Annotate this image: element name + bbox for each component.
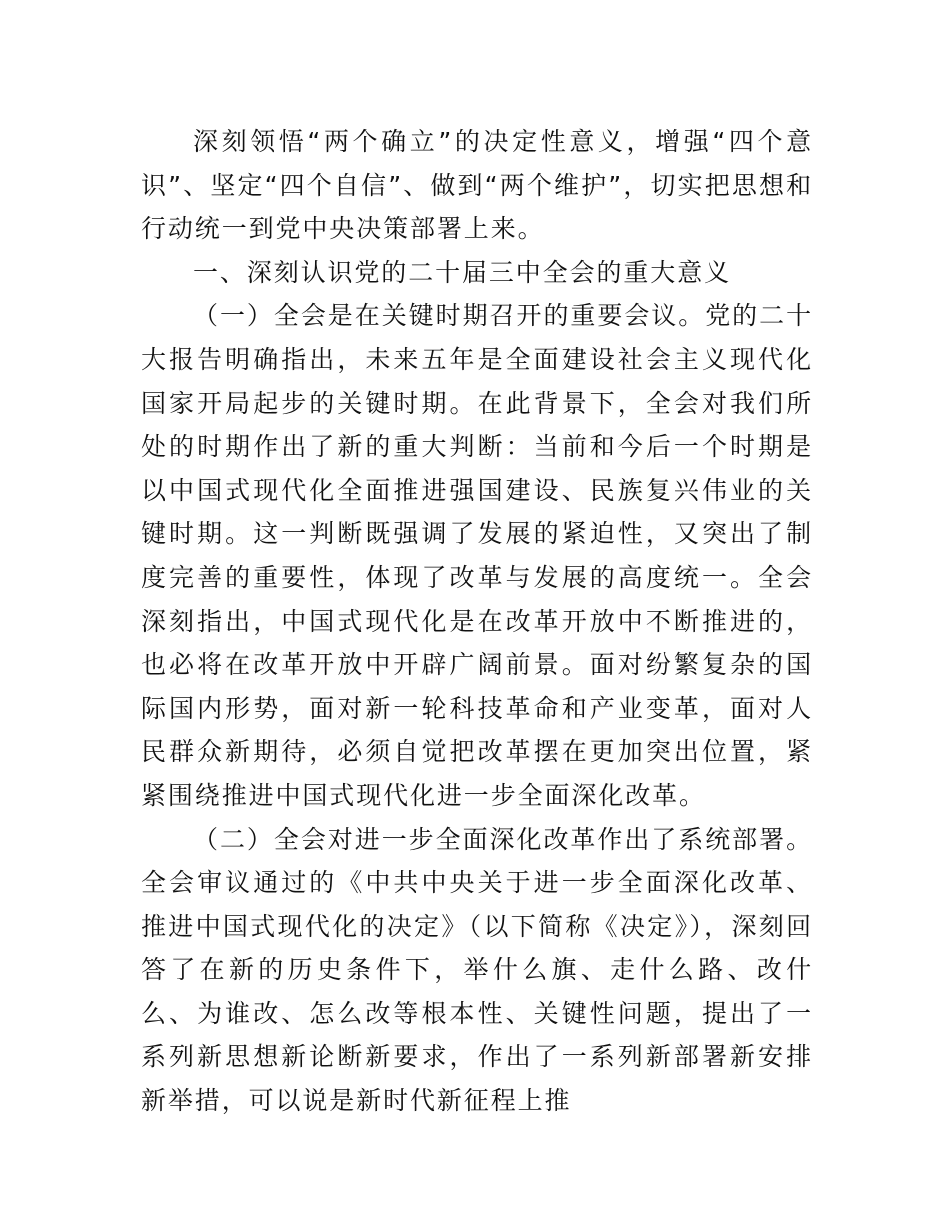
document-body <box>141 120 813 1123</box>
paragraph-2: （二）全会对进一步全面深化改革作出了系统部署。全会审议通过的《中共中央关于进一步全面深化改革、推进中国式现代化的决定》（以下简称《决定》），深刻回答了在新的历史条件下，举什么旗、走什么路、改什么、为谁改、怎么改等根本性、关键性问题，提出了一系列新思想新论断新要求，作出了一系列新部署新安排新举措，可以说是新时代新征程上推 <box>141 824 813 1116</box>
paragraph-intro: 深刻领悟“两个确立”的决定性意义，增强“四个意识”、坚定“四个自信”、做到“两个维护”，切实把思想和行动统一到党中央决策部署上来。 <box>141 127 813 244</box>
section-heading-1: 一、深刻认识党的二十届三中全会的重大意义 <box>193 257 732 287</box>
paragraph-1: （一）全会是在关键时期召开的重要会议。党的二十大报告明确指出，未来五年是全面建设社会主义现代化国家开局起步的关键时期。在此背景下，全会对我们所处的时期作出了新的重大判断：当前和今后一个时期是以中国式现代化全面推进强国建设、民族复兴伟业的关键时期。这一判断既强调了发展的紧迫性，又突出了制度完善的重要性，体现了改革与发展的高度统一。全会深刻指出，中国式现代化是在改革开放中不断推进的，也必将在改革开放中开辟广阔前景。面对纷繁复杂的国际国内形势，面对新一轮科技革命和产业变革，面对人民群众新期待，必须自觉把改革摆在更加突出位置，紧紧围绕推进中国式现代化进一步全面深化改革。 <box>141 301 813 810</box>
